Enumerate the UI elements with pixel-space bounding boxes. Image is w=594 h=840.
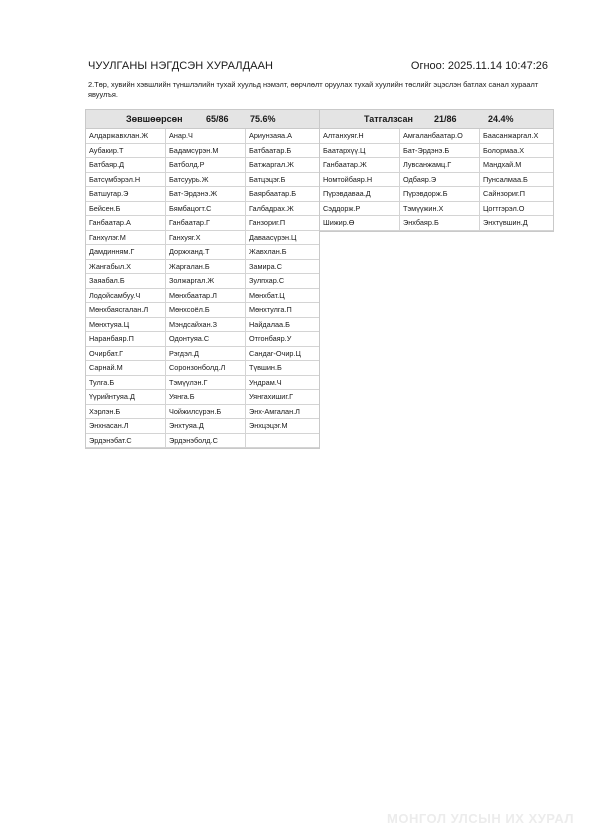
yes-name-cell: Бадамсүрэн.М (166, 144, 246, 159)
yes-name-cell: Үүрийнтуяа.Д (86, 390, 166, 405)
abstain-name-cell: Пүрэвдаваа.Д (320, 187, 400, 202)
abstain-votes-panel (319, 109, 554, 232)
yes-name-cell: Золжаргал.Ж (166, 274, 246, 289)
abstain-name-cell: Алтанхуяг.Н (320, 129, 400, 144)
yes-name-cell: Түвшин.Б (246, 361, 319, 376)
yes-name-cell: Ганбаатар.А (86, 216, 166, 231)
abstain-name-cell: Номтойбаяр.Н (320, 173, 400, 188)
page-header (88, 60, 548, 74)
yes-votes-header (86, 110, 319, 129)
yes-name-cell: Батжаргал.Ж (246, 158, 319, 173)
yes-votes-panel (85, 109, 320, 449)
yes-name-cell: Одонтуяа.С (166, 332, 246, 347)
yes-name-cell: Ганбаатар.Г (166, 216, 246, 231)
abstain-name-cell: Пүрэвдорж.Б (400, 187, 480, 202)
abstain-name-cell: Сайнзориг.П (480, 187, 553, 202)
abstain-name-cell: Мандхай.М (480, 158, 553, 173)
yes-name-cell: Батшугар.Э (86, 187, 166, 202)
yes-name-cell: Лодойсамбуу.Ч (86, 289, 166, 304)
abstain-name-cell: Одбаяр.Э (400, 173, 480, 188)
yes-name-cell: Чойжилсүрэн.Б (166, 405, 246, 420)
yes-name-cell: Хэрлэн.Б (86, 405, 166, 420)
yes-name-cell: Галбадрах.Ж (246, 202, 319, 217)
yes-name-cell: Энхнасан.Л (86, 419, 166, 434)
abstain-name-cell: Сэддорж.Р (320, 202, 400, 217)
abstain-name-cell: Цогтгэрэл.О (480, 202, 553, 217)
yes-name-cell: Батцэцэг.Б (246, 173, 319, 188)
yes-name-cell: Мөнхтулга.П (246, 303, 319, 318)
yes-name-cell: Наранбаяр.П (86, 332, 166, 347)
yes-name-cell: Зулпхар.С (246, 274, 319, 289)
yes-name-cell (246, 434, 319, 449)
yes-names-grid (86, 129, 319, 448)
yes-name-cell: Мэндсайхан.З (166, 318, 246, 333)
abstain-name-cell: Шижир.Ө (320, 216, 400, 231)
abstain-name-cell: Пунсалмаа.Б (480, 173, 553, 188)
yes-name-cell: Тэмүүлэн.Г (166, 376, 246, 391)
abstain-name-cell: Бат-Эрдэнэ.Б (400, 144, 480, 159)
abstain-name-cell: Лувсанжамц.Г (400, 158, 480, 173)
yes-name-cell: Бейсен.Б (86, 202, 166, 217)
yes-name-cell: Батсуурь.Ж (166, 173, 246, 188)
yes-name-cell: Бямбацогт.С (166, 202, 246, 217)
yes-name-cell: Энхтуяа.Д (166, 419, 246, 434)
yes-name-cell: Сарнай.М (86, 361, 166, 376)
abstain-name-cell: Энхтүвшин.Д (480, 216, 553, 231)
yes-name-cell: Алдаржавхлан.Ж (86, 129, 166, 144)
yes-name-cell: Энх-Амгалан.Л (246, 405, 319, 420)
yes-name-cell: Соронзонболд.Л (166, 361, 246, 376)
yes-name-cell: Жаргалан.Б (166, 260, 246, 275)
yes-name-cell: Аубакир.Т (86, 144, 166, 159)
yes-name-cell: Мөнхтуяа.Ц (86, 318, 166, 333)
abstain-name-cell: Ганбаатар.Ж (320, 158, 400, 173)
yes-name-cell: Ганхүлэг.М (86, 231, 166, 246)
yes-name-cell: Анар.Ч (166, 129, 246, 144)
yes-name-cell: Мөнхбаясгалан.Л (86, 303, 166, 318)
yes-name-cell: Очирбат.Г (86, 347, 166, 362)
yes-name-cell: Эрдэнэболд.С (166, 434, 246, 449)
abstain-name-cell: Энхбаяр.Б (400, 216, 480, 231)
yes-name-cell: Баярбаатар.Б (246, 187, 319, 202)
yes-name-cell: Ганхуяг.Х (166, 231, 246, 246)
yes-name-cell: Жавхлан.Б (246, 245, 319, 260)
abstain-name-cell: Баасанжаргал.Х (480, 129, 553, 144)
session-date: Огноо: 2025.11.14 10:47:26 (410, 60, 548, 72)
yes-name-cell: Ганзориг.П (246, 216, 319, 231)
abstain-votes-header (320, 110, 553, 129)
yes-name-cell: Бат-Эрдэнэ.Ж (166, 187, 246, 202)
yes-name-cell: Батболд.Р (166, 158, 246, 173)
yes-name-cell: Найдалаа.Б (246, 318, 319, 333)
yes-percent: 75.6% (250, 114, 276, 124)
abstain-name-cell: Болормаа.Х (480, 144, 553, 159)
yes-name-cell: Батбаяр.Д (86, 158, 166, 173)
yes-name-cell: Ундрам.Ч (246, 376, 319, 391)
yes-name-cell: Отгонбаяр.У (246, 332, 319, 347)
yes-name-cell: Батсүмбэрэл.Н (86, 173, 166, 188)
session-title: ЧУУЛГАНЫ НЭГДСЭН ХУРАЛДААН (88, 60, 274, 72)
abstain-count: 21/86 (434, 114, 457, 124)
yes-name-cell: Тулга.Б (86, 376, 166, 391)
yes-name-cell: Заяабал.Б (86, 274, 166, 289)
yes-name-cell: Замира.С (246, 260, 319, 275)
yes-name-cell: Сандаг-Очир.Ц (246, 347, 319, 362)
abstain-name-cell: Амгаланбаатар.О (400, 129, 480, 144)
yes-name-cell: Жангабыл.Х (86, 260, 166, 275)
watermark: МОНГОЛ УЛСЫН ИХ ХУРАЛ (387, 811, 574, 826)
yes-count: 65/86 (206, 114, 229, 124)
abstain-name-cell: Баатархүү.Ц (320, 144, 400, 159)
yes-name-cell: Уянгахишиг.Г (246, 390, 319, 405)
yes-label: Зөвшөөрсөн (126, 114, 183, 124)
yes-name-cell: Ариунзаяа.А (246, 129, 319, 144)
yes-name-cell: Даваасүрэн.Ц (246, 231, 319, 246)
abstain-label: Татгалзсан (364, 114, 413, 124)
yes-name-cell: Рэгдэл.Д (166, 347, 246, 362)
yes-name-cell: Доржханд.Т (166, 245, 246, 260)
yes-name-cell: Энхцэцэг.М (246, 419, 319, 434)
yes-name-cell: Мөнхбат.Ц (246, 289, 319, 304)
agenda-description: 2.Төр, хувийн хэвшлийн түншлэлийн тухай хуульд нэмэлт, өөрчлөлт оруулах тухай хуулийн төслийг эцэслэн батлах санал хураалт явуулъя. (88, 80, 539, 99)
abstain-names-grid (320, 129, 553, 231)
abstain-name-cell: Тэмүүжин.Х (400, 202, 480, 217)
yes-name-cell: Мөнхсоёл.Б (166, 303, 246, 318)
yes-name-cell: Дамдинням.Г (86, 245, 166, 260)
yes-name-cell: Эрдэнэбат.С (86, 434, 166, 449)
yes-name-cell: Мөнхбаатар.Л (166, 289, 246, 304)
yes-name-cell: Уянга.Б (166, 390, 246, 405)
yes-name-cell: Батбаатар.Б (246, 144, 319, 159)
abstain-percent: 24.4% (488, 114, 514, 124)
